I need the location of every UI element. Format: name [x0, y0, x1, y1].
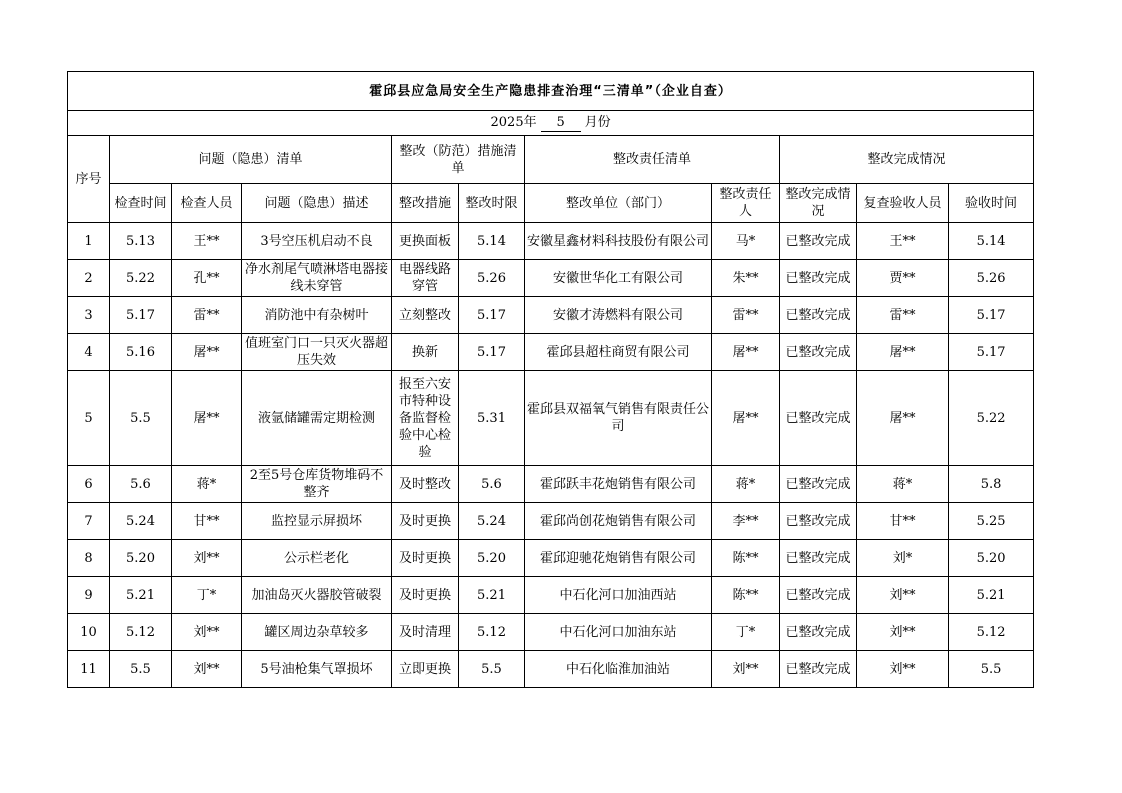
responsible-person: 陈**: [712, 577, 780, 614]
hazard-description: 液氩储罐需定期检测: [242, 371, 392, 466]
acceptance-date: 5.12: [949, 614, 1034, 651]
rectify-measure: 及时清理: [392, 614, 459, 651]
completion-status: 已整改完成: [780, 466, 857, 503]
responsible-person: 陈**: [712, 540, 780, 577]
header-measures-list: 整改（防范）措施清单: [392, 136, 525, 184]
rectify-deadline: 5.26: [459, 260, 525, 297]
responsible-person: 雷**: [712, 297, 780, 334]
responsible-person: 刘**: [712, 651, 780, 688]
column-header: 整改单位（部门）: [525, 184, 712, 223]
check-date: 5.22: [110, 260, 172, 297]
row-index: 9: [68, 577, 110, 614]
reviewer: 王**: [857, 223, 949, 260]
completion-status: 已整改完成: [780, 371, 857, 466]
row-index: 3: [68, 297, 110, 334]
hazard-description: 消防池中有杂树叶: [242, 297, 392, 334]
table-row: [68, 223, 1034, 260]
table-row: [68, 651, 1034, 688]
header-index: 序号: [68, 136, 110, 223]
responsible-unit: 霍邱县超柱商贸有限公司: [525, 334, 712, 371]
responsible-unit: 中石化河口加油东站: [525, 614, 712, 651]
table-row: [68, 466, 1034, 503]
responsible-unit: 霍邱迎驰花炮销售有限公司: [525, 540, 712, 577]
acceptance-date: 5.5: [949, 651, 1034, 688]
table-row: [68, 260, 1034, 297]
rectify-deadline: 5.21: [459, 577, 525, 614]
acceptance-date: 5.26: [949, 260, 1034, 297]
check-date: 5.24: [110, 503, 172, 540]
inspector: 刘**: [172, 614, 242, 651]
responsible-unit: 霍邱尚创花炮销售有限公司: [525, 503, 712, 540]
reviewer: 贾**: [857, 260, 949, 297]
column-header: 验收时间: [949, 184, 1034, 223]
responsible-person: 马*: [712, 223, 780, 260]
reviewer: 雷**: [857, 297, 949, 334]
responsible-unit: 中石化河口加油西站: [525, 577, 712, 614]
rectify-deadline: 5.31: [459, 371, 525, 466]
check-date: 5.21: [110, 577, 172, 614]
hazard-description: 加油岛灭火器胶管破裂: [242, 577, 392, 614]
hazard-description: 5号油枪集气罩损坏: [242, 651, 392, 688]
row-index: 11: [68, 651, 110, 688]
rectify-measure: 及时整改: [392, 466, 459, 503]
rectify-measure: 更换面板: [392, 223, 459, 260]
responsible-unit: 安徽世华化工有限公司: [525, 260, 712, 297]
table-row: [68, 614, 1034, 651]
row-index: 7: [68, 503, 110, 540]
row-index: 8: [68, 540, 110, 577]
table-row: [68, 577, 1034, 614]
rectify-deadline: 5.20: [459, 540, 525, 577]
check-date: 5.13: [110, 223, 172, 260]
column-header: 整改措施: [392, 184, 459, 223]
completion-status: 已整改完成: [780, 297, 857, 334]
period-month-value: 5: [541, 115, 581, 132]
column-header: 整改时限: [459, 184, 525, 223]
hazard-description: 净水剂尾气喷淋塔电器接线未穿管: [242, 260, 392, 297]
completion-status: 已整改完成: [780, 540, 857, 577]
responsible-person: 屠**: [712, 371, 780, 466]
check-date: 5.16: [110, 334, 172, 371]
hazard-description: 2至5号仓库货物堆码不整齐: [242, 466, 392, 503]
rectify-measure: 及时更换: [392, 540, 459, 577]
rectify-deadline: 5.5: [459, 651, 525, 688]
completion-status: 已整改完成: [780, 223, 857, 260]
rectify-deadline: 5.17: [459, 334, 525, 371]
table-row: [68, 540, 1034, 577]
rectify-measure: 及时更换: [392, 503, 459, 540]
header-problem-list: 问题（隐患）清单: [110, 136, 392, 184]
reviewer: 刘**: [857, 614, 949, 651]
acceptance-date: 5.17: [949, 297, 1034, 334]
row-index: 10: [68, 614, 110, 651]
inspector: 屠**: [172, 371, 242, 466]
responsible-unit: 霍邱跃丰花炮销售有限公司: [525, 466, 712, 503]
period-year: 2025年: [490, 115, 537, 130]
rectify-deadline: 5.12: [459, 614, 525, 651]
responsible-unit: 霍邱县双福氧气销售有限责任公司: [525, 371, 712, 466]
rectify-measure: 电器线路穿管: [392, 260, 459, 297]
rectify-measure: 换新: [392, 334, 459, 371]
completion-status: 已整改完成: [780, 577, 857, 614]
inspector: 雷**: [172, 297, 242, 334]
report-period: [68, 111, 1034, 136]
reviewer: 刘**: [857, 577, 949, 614]
column-header: 检查时间: [110, 184, 172, 223]
column-header: 整改责任人: [712, 184, 780, 223]
responsible-unit: 安徽才涛燃料有限公司: [525, 297, 712, 334]
page-title: 霍邱县应急局安全生产隐患排查治理“三清单”（企业自查）: [68, 72, 1034, 111]
reviewer: 刘**: [857, 651, 949, 688]
responsible-unit: 中石化临淮加油站: [525, 651, 712, 688]
check-date: 5.17: [110, 297, 172, 334]
header-completion-status: 整改完成情况: [780, 136, 1034, 184]
reviewer: 刘*: [857, 540, 949, 577]
reviewer: 蒋*: [857, 466, 949, 503]
rectify-deadline: 5.17: [459, 297, 525, 334]
rectify-deadline: 5.6: [459, 466, 525, 503]
acceptance-date: 5.25: [949, 503, 1034, 540]
hazard-description: 值班室门口一只灭火器超压失效: [242, 334, 392, 371]
rectify-measure: 立刻整改: [392, 297, 459, 334]
inspector: 丁*: [172, 577, 242, 614]
row-index: 2: [68, 260, 110, 297]
check-date: 5.20: [110, 540, 172, 577]
header-responsibility-list: 整改责任清单: [525, 136, 780, 184]
rectify-measure: 及时更换: [392, 577, 459, 614]
check-date: 5.5: [110, 371, 172, 466]
table-row: [68, 371, 1034, 466]
acceptance-date: 5.22: [949, 371, 1034, 466]
table-row: [68, 503, 1034, 540]
acceptance-date: 5.14: [949, 223, 1034, 260]
check-date: 5.6: [110, 466, 172, 503]
rectify-deadline: 5.14: [459, 223, 525, 260]
reviewer: 甘**: [857, 503, 949, 540]
completion-status: 已整改完成: [780, 260, 857, 297]
acceptance-date: 5.17: [949, 334, 1034, 371]
completion-status: 已整改完成: [780, 334, 857, 371]
hazard-description: 罐区周边杂草较多: [242, 614, 392, 651]
rectify-measure: 立即更换: [392, 651, 459, 688]
inspector: 孔**: [172, 260, 242, 297]
acceptance-date: 5.8: [949, 466, 1034, 503]
inspector: 刘**: [172, 651, 242, 688]
hazard-description: 3号空压机启动不良: [242, 223, 392, 260]
inspector: 蒋*: [172, 466, 242, 503]
completion-status: 已整改完成: [780, 614, 857, 651]
completion-status: 已整改完成: [780, 651, 857, 688]
check-date: 5.5: [110, 651, 172, 688]
column-header: 整改完成情况: [780, 184, 857, 223]
inspector: 王**: [172, 223, 242, 260]
rectify-deadline: 5.24: [459, 503, 525, 540]
inspector: 刘**: [172, 540, 242, 577]
table-row: [68, 297, 1034, 334]
acceptance-date: 5.20: [949, 540, 1034, 577]
column-header: 检查人员: [172, 184, 242, 223]
row-index: 5: [68, 371, 110, 466]
period-month-label: 月份: [584, 115, 611, 130]
responsible-person: 朱**: [712, 260, 780, 297]
responsible-person: 蒋*: [712, 466, 780, 503]
inspector: 屠**: [172, 334, 242, 371]
row-index: 4: [68, 334, 110, 371]
column-header: 问题（隐患）描述: [242, 184, 392, 223]
responsible-person: 李**: [712, 503, 780, 540]
table-row: [68, 334, 1034, 371]
column-header: 复查验收人员: [857, 184, 949, 223]
acceptance-date: 5.21: [949, 577, 1034, 614]
row-index: 1: [68, 223, 110, 260]
responsible-person: 丁*: [712, 614, 780, 651]
inspector: 甘**: [172, 503, 242, 540]
reviewer: 屠**: [857, 371, 949, 466]
check-date: 5.12: [110, 614, 172, 651]
responsible-person: 屠**: [712, 334, 780, 371]
completion-status: 已整改完成: [780, 503, 857, 540]
responsible-unit: 安徽星鑫材料科技股份有限公司: [525, 223, 712, 260]
hazard-description: 公示栏老化: [242, 540, 392, 577]
row-index: 6: [68, 466, 110, 503]
hazard-description: 监控显示屏损坏: [242, 503, 392, 540]
rectify-measure: 报至六安市特种设备监督检验中心检验: [392, 371, 459, 466]
reviewer: 屠**: [857, 334, 949, 371]
hazard-checklist-table: [67, 71, 1034, 688]
